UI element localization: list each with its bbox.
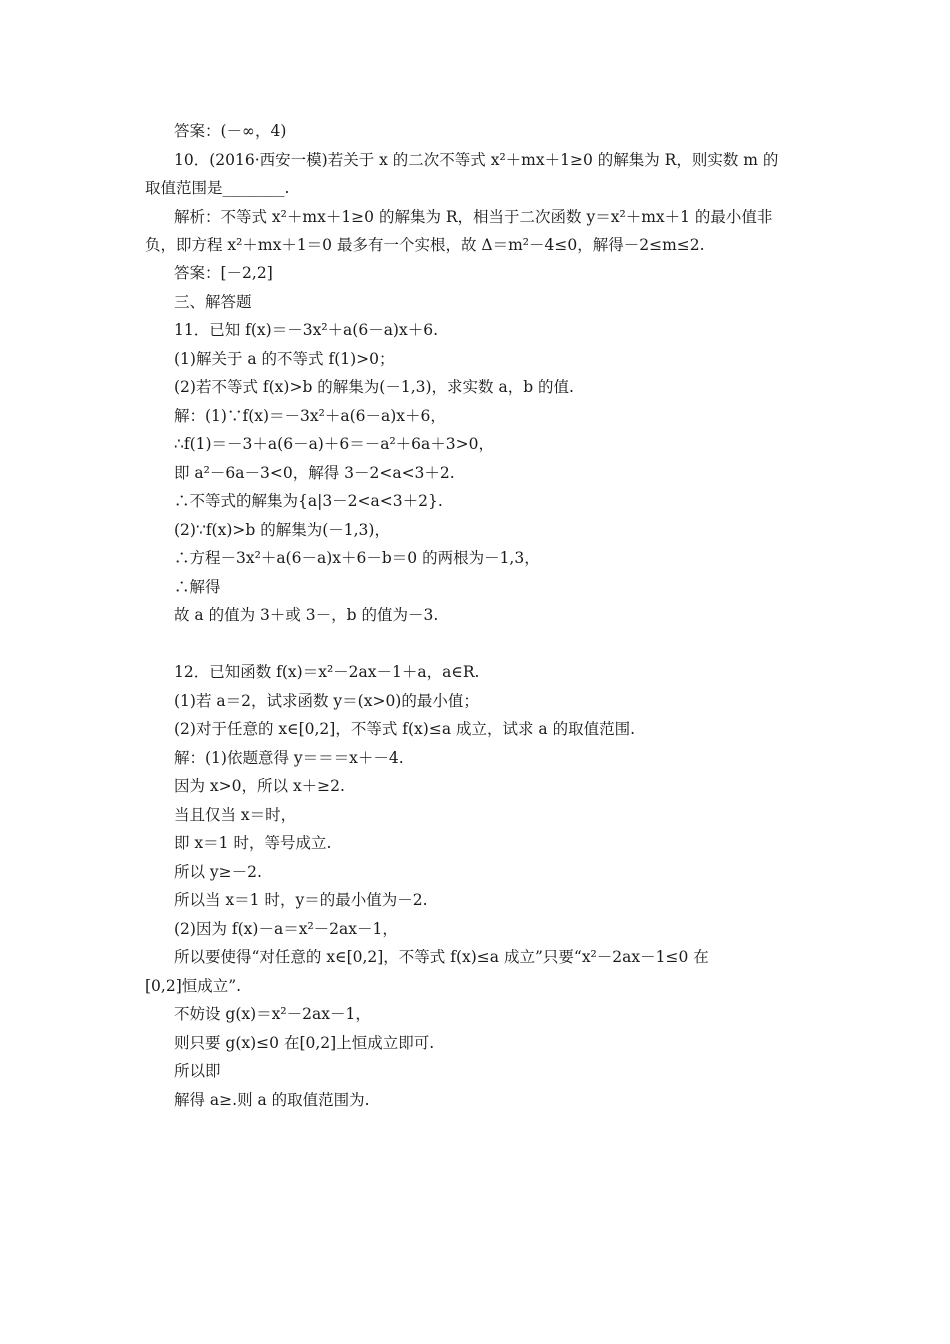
- solution-12-line-10: 不妨设 g(x)＝x²－2ax－1，: [174, 1005, 371, 1023]
- solution-12-line-1: 解：(1)依题意得 y＝＝＝x＋－4.: [174, 749, 404, 767]
- solution-12-line-3: 当且仅当 x＝时，: [174, 806, 297, 824]
- solution-12-line-2: 因为 x>0，所以 x＋≥2.: [174, 777, 345, 795]
- solution-12-line-13: 解得 a≥.则 a 的取值范围为.: [174, 1091, 370, 1109]
- section-heading: 三、解答题: [174, 293, 252, 311]
- question-10-line-1: 10．(2016·西安一模)若关于 x 的二次不等式 x²＋mx＋1≥0 的解集为 R，则实数 m 的: [174, 151, 779, 169]
- solution-12-line-12: 所以即: [174, 1062, 221, 1080]
- question-10-line-2: 取值范围是________.: [145, 179, 290, 197]
- solution-11-line-4: ∴不等式的解集为{a|3－2<a<3＋2}.: [174, 492, 443, 510]
- solution-11-line-8: 故 a 的值为 3＋或 3－，b 的值为－3.: [174, 606, 439, 624]
- solution-12-line-8: 所以要使得“对任意的 x∈[0,2]，不等式 f(x)≤a 成立”只要“x²－2ax－1≤0 在: [174, 948, 709, 966]
- question-11-part-2: (2)若不等式 f(x)>b 的解集为(－1,3)，求实数 a，b 的值.: [174, 378, 574, 396]
- solution-11-line-2: ∴f(1)＝－3＋a(6－a)＋6＝－a²＋6a＋3>0，: [174, 435, 494, 453]
- question-12-part-2: (2)对于任意的 x∈[0,2]，不等式 f(x)≤a 成立，试求 a 的取值范围.: [174, 720, 636, 738]
- solution-12-line-11: 则只要 g(x)≤0 在[0,2]上恒成立即可.: [174, 1034, 435, 1052]
- solution-11-line-3: 即 a²－6a－3<0，解得 3－2<a<3＋2.: [174, 464, 455, 482]
- answer-9: 答案：(－∞，4): [174, 122, 287, 140]
- solution-11-line-5: (2)∵f(x)>b 的解集为(－1,3)，: [174, 521, 390, 539]
- analysis-10-line-2: 负，即方程 x²＋mx＋1＝0 最多有一个实根，故 Δ＝m²－4≤0，解得－2≤m≤2.: [145, 236, 705, 254]
- analysis-10-line-1: 解析：不等式 x²＋mx＋1≥0 的解集为 R，相当于二次函数 y＝x²＋mx＋1 的最小值非: [174, 208, 773, 226]
- solution-11-line-1: 解：(1)∵f(x)＝－3x²＋a(6－a)x＋6，: [174, 407, 446, 425]
- answer-10: 答案：[－2,2]: [174, 264, 273, 282]
- solution-12-line-7: (2)因为 f(x)－a＝x²－2ax－1，: [174, 920, 398, 938]
- solution-12-line-6: 所以当 x＝1 时，y＝的最小值为－2.: [174, 891, 428, 909]
- question-11: 11．已知 f(x)＝－3x²＋a(6－a)x＋6.: [174, 321, 439, 339]
- solution-11-line-7: ∴解得: [174, 578, 221, 596]
- solution-12-line-4: 即 x＝1 时，等号成立.: [174, 834, 332, 852]
- solution-12-line-9: [0,2]恒成立”.: [145, 977, 242, 995]
- solution-12-line-5: 所以 y≥－2.: [174, 863, 262, 881]
- question-12: 12．已知函数 f(x)＝x²－2ax－1＋a，a∈R.: [174, 663, 480, 681]
- question-11-part-1: (1)解关于 a 的不等式 f(1)>0；: [174, 350, 395, 368]
- solution-11-line-6: ∴方程－3x²＋a(6－a)x＋6－b＝0 的两根为－1,3，: [174, 549, 540, 567]
- question-12-part-1: (1)若 a＝2，试求函数 y＝(x>0)的最小值；: [174, 692, 479, 710]
